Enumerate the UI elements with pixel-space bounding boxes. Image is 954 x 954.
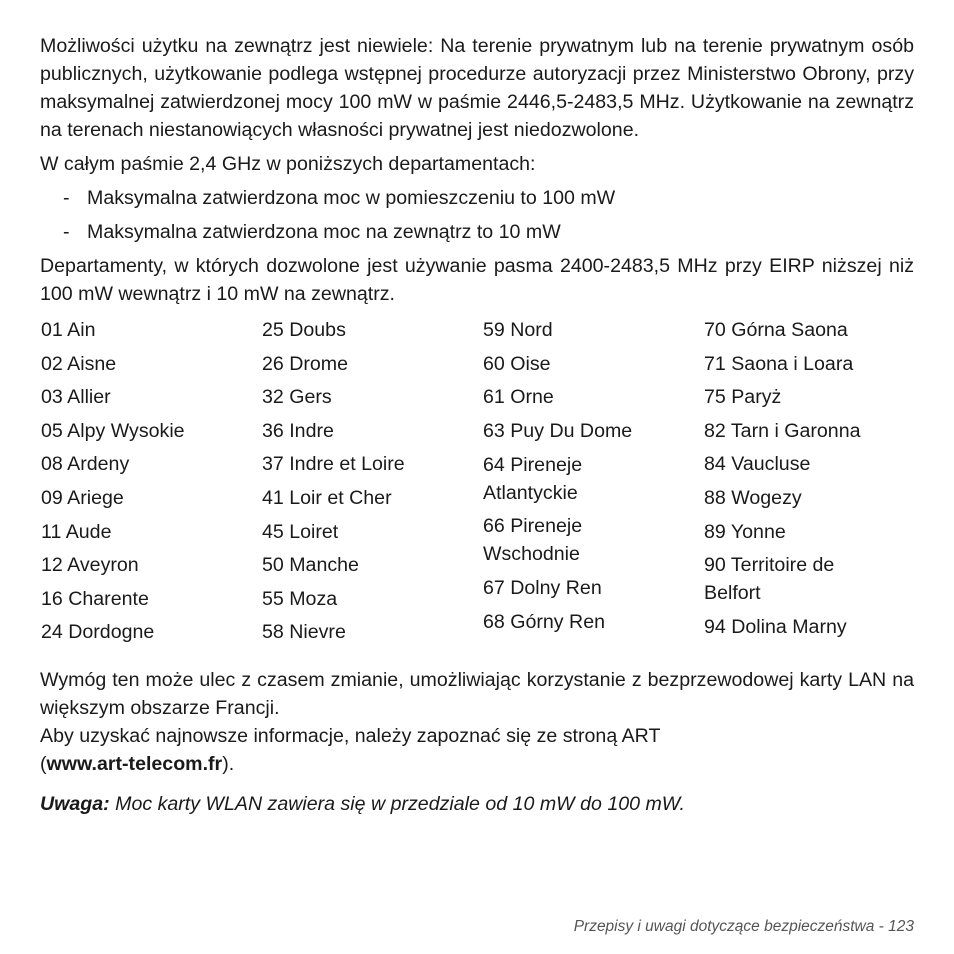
department-item: 84 Vaucluse [704, 453, 811, 476]
page-footer: Przepisy i uwagi dotyczące bezpieczeństwa - 123 [573, 918, 914, 935]
department-item: 63 Puy Du Dome [483, 420, 633, 443]
paragraph-art-info [40, 722, 914, 778]
bullet-item [40, 184, 914, 218]
department-item: 58 Nievre [262, 621, 346, 644]
art-info-text: Aby uzyskać najnowsze informacje, należy zapoznać się ze stroną ART [40, 724, 661, 747]
department-item: 26 Drome [262, 352, 349, 375]
art-telecom-link[interactable]: www.art-telecom.fr [46, 752, 223, 775]
department-item: 16 Charente [41, 587, 149, 610]
department-item: 70 Górna Saona [704, 319, 848, 341]
note-text: Moc karty WLAN zawiera się w przedziale od 10 mW do 100 mW. [109, 792, 685, 815]
art-info-open-paren: ( [40, 752, 47, 775]
document-body [40, 32, 914, 818]
bullet-item [40, 218, 914, 252]
department-item: 12 Aveyron [41, 554, 139, 577]
department-item: 37 Indre et Loire [262, 453, 405, 476]
department-item: 59 Nord [483, 319, 553, 341]
paragraph-outdoor-use: Możliwości użytku na zewnątrz jest niewiele: Na terenie prywatnym lub na terenie prywatnym osób publicznych, użytkowanie podlega wstępnej procedurze autoryzacji przez Ministerstwo Obrony, przy maksymalnej zatwierdzonej mocy 100 mW w paśmie 2446,5-2483,5 MHz. Użytkowanie na zewnątrz na terenach niestanowiących własności prywatnej jest niedozwolone. [40, 35, 914, 141]
department-item: 67 Dolny Ren [483, 577, 602, 600]
department-item: 41 Loir et Cher [262, 486, 392, 509]
departments-table [41, 316, 925, 652]
paragraph-band-intro: W całym paśmie 2,4 GHz w poniższych departamentach: [40, 153, 536, 175]
department-item: 02 Aisne [41, 352, 117, 375]
note-label: Uwaga: [40, 792, 110, 815]
department-item: 89 Yonne [704, 520, 786, 543]
department-item: 11 Aude [41, 520, 112, 543]
department-item: 03 Allier [41, 386, 111, 409]
department-item: 64 Pireneje Atlantyckie [483, 453, 583, 504]
bullet-text: Maksymalna zatwierdzona moc w pomieszczeniu to 100 mW [87, 187, 616, 209]
department-item: 05 Alpy Wysokie [41, 419, 185, 442]
department-item: 75 Paryż [704, 386, 782, 409]
paragraph-future-change: Wymóg ten może ulec z czasem zmianie, umożliwiając korzystanie z bezprzewodowej karty LAN na większym obszarze Francji. [40, 668, 914, 719]
department-item: 90 Territoire de Belfort [704, 554, 835, 605]
department-item: 36 Indre [262, 419, 334, 442]
department-item: 25 Doubs [262, 319, 346, 341]
department-item: 61 Orne [483, 386, 554, 409]
departments-column-4 [704, 316, 925, 652]
department-item: 55 Moza [262, 587, 338, 610]
department-item: 09 Ariege [41, 486, 124, 509]
note-paragraph [40, 790, 914, 818]
art-info-close-paren: ). [222, 752, 235, 775]
department-item: 01 Ain [41, 319, 96, 341]
department-item: 82 Tarn i Garonna [704, 419, 861, 442]
department-item: 68 Górny Ren [483, 610, 605, 633]
bullet-marker: - [63, 187, 70, 209]
departments-column-3 [483, 316, 704, 652]
departments-column-2 [262, 316, 483, 652]
department-item: 88 Wogezy [704, 486, 802, 509]
department-item: 94 Dolina Marny [704, 615, 847, 638]
department-item: 71 Saona i Loara [704, 352, 854, 375]
departments-column-1 [41, 316, 262, 652]
department-item: 66 Pireneje Wschodnie [483, 515, 583, 566]
bullet-marker: - [63, 221, 70, 243]
department-item: 32 Gers [262, 386, 332, 409]
department-item: 60 Oise [483, 352, 551, 375]
bullet-text: Maksymalna zatwierdzona moc na zewnątrz to 10 mW [87, 221, 561, 243]
department-item: 08 Ardeny [41, 453, 130, 476]
department-item: 45 Loiret [262, 520, 339, 543]
department-item: 24 Dordogne [41, 621, 155, 644]
bullet-list [40, 184, 914, 252]
department-item: 50 Manche [262, 554, 359, 577]
paragraph-departments-intro: Departamenty, w których dozwolone jest używanie pasma 2400-2483,5 MHz przy EIRP niższej niż 100 mW wewnątrz i 10 mW na zewnątrz. [40, 255, 914, 305]
